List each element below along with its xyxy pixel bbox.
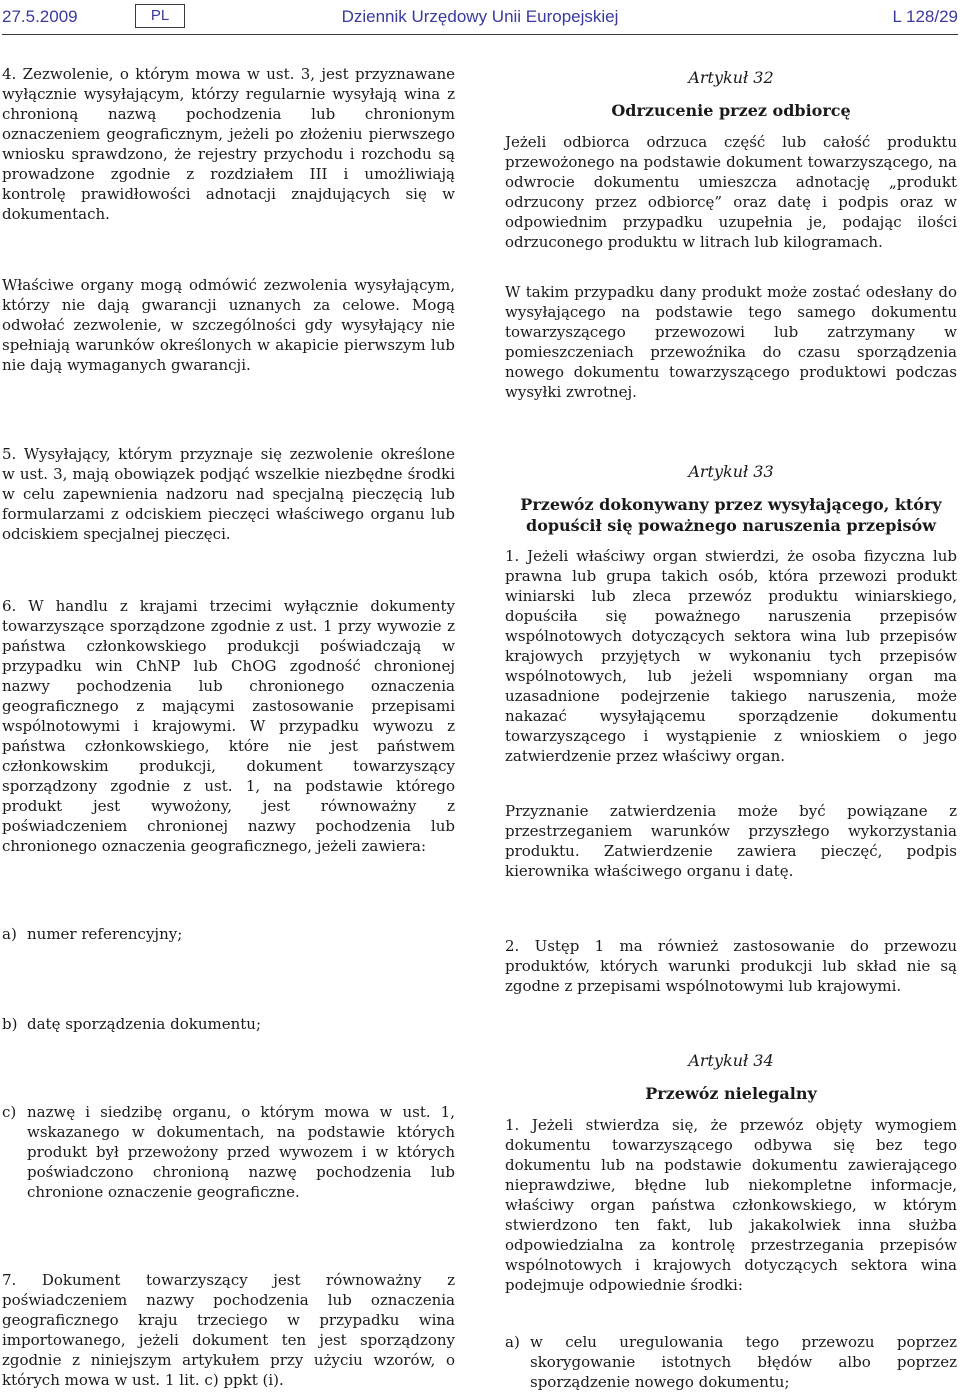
publication-date: 27.5.2009 xyxy=(2,7,78,26)
article-34-para1-block xyxy=(505,1115,957,1295)
list-item-text: nazwę i siedzibę organu, o którym mowa w ust. 1, wskazanego w dokumentach, na podstawie których produkt był przewożony przed wywozem i w których poświadczono chronioną nazwę pochodzenia lub chronione oznaczenie geograficzne. xyxy=(27,1103,455,1201)
article-33-para1-block xyxy=(505,546,957,766)
article-33-number: Artykuł 33 xyxy=(688,462,774,481)
page-reference: L 128/29 xyxy=(892,7,958,26)
article-32-para2-block xyxy=(505,282,957,402)
paragraph-6-block xyxy=(2,596,455,856)
language-badge: PL xyxy=(135,4,185,28)
article-34-paragraph-1: 1. Jeżeli stwierdza się, że przewóz objęty wymogiem dokumentu towarzyszącego odbywa się bez tego dokumentu lub na podstawie dokumentu zawierającego nieprawdziwe, błędne lub niekompletne informacje, właściwy organ państwa członkowskiego, w którym stwierdzono ten fakt, lub jakakolwiek inna służba odpowiedzialna za kontrolę przestrzegania przepisów wspólnotowych i krajowych dotyczących sektora wina podejmuje odpowiednie środki: xyxy=(505,1116,957,1294)
list-marker: b) xyxy=(2,1015,18,1033)
list-item-c xyxy=(2,1102,455,1202)
paragraph-4b-block xyxy=(2,275,455,375)
paragraph-7-block xyxy=(2,1270,455,1390)
article-33-paragraph-1: 1. Jeżeli właściwy organ stwierdzi, że osoba fizyczna lub prawna lub grupa takich osób, która przewozi produkt winiarski lub zleca przewóz produktu winiarskiego, dopuściła się poważnego naruszenia przepisów wspólnotowych dotyczących sektora wina lub przepisów krajowych przyjętych w wykonaniu tych przepisów wspólnotowych, lub jeżeli wspomniany organ ma uzasadnione podejrzenie takiego naruszenia, może nakazać wysyłającemu sporządzenie dokumentu towarzyszącego i wystąpienie z wnioskiem o jego zatwierdzenie przez właściwy organ. xyxy=(505,547,957,765)
article-34-list-item-a xyxy=(505,1332,957,1392)
article-33-paragraph-3: 2. Ustęp 1 ma również zastosowanie do przewozu produktów, których warunki produkcji lub skład nie są zgodne z przepisami wspólnotowymi lub krajowymi. xyxy=(505,937,957,995)
article-32-title: Odrzucenie przez odbiorcę xyxy=(611,101,851,120)
paragraph-7: 7. Dokument towarzyszący jest równoważny z poświadczeniem nazwy pochodzenia lub oznaczenia geograficznego kraju trzeciego w przypadku wina importowanego, jeżeli dokument ten jest sporządzony zgodnie z niniejszym artykułem przy użyciu wzorów, o których mowa w ust. 1 lit. c) ppkt (i). xyxy=(2,1271,455,1389)
page-header xyxy=(2,4,958,35)
journal-title: Dziennik Urzędowy Unii Europejskiej xyxy=(341,7,619,26)
article-32-number: Artykuł 32 xyxy=(688,68,774,87)
article-34-number: Artykuł 34 xyxy=(688,1051,774,1070)
list-marker: a) xyxy=(505,1333,520,1351)
paragraph-4: 4. Zezwolenie, o którym mowa w ust. 3, jest przyznawane wyłącznie wysyłającym, którzy regularnie wysyłają wina z chronioną nazwą pochodzenia lub chronionym oznaczeniem geograficznym, jeżeli po złożeniu pierwszego wniosku sprawdzono, że rejestry przychodu i rozchodu są prowadzone zgodnie z rozdziałem III i umożliwiają kontrolę prawidłowości adnotacji znajdujących się w dokumentach. xyxy=(2,65,455,223)
article-33-paragraph-2: Przyznanie zatwierdzenia może być powiązane z przestrzeganiem warunków przyszłego wykorzystania produktu. Zatwierdzenie zawiera pieczęć, podpis kierownika właściwego organu i datę. xyxy=(505,802,957,880)
paragraph-6: 6. W handlu z krajami trzecimi wyłącznie dokumenty towarzyszące sporządzone zgodnie z ust. 1 przy wywozie z państwa członkowskiego produkcji poświadczają w przypadku win ChNP lub ChOG zgodność chronionej nazwy pochodzenia lub chronionego oznaczenia geograficznego z mającymi zastosowanie przepisami wspólnotowymi i krajowymi. W przypadku wywozu z państwa członkowskiego, które nie jest państwem członkowskim produkcji, dokument towarzyszący sporządzony zgodnie z ust. 1, na podstawie którego produkt jest wywożony, jest równoważny z poświadczeniem chronionej nazwy pochodzenia lub chronionego oznaczenia geograficznego, jeżeli zawiera: xyxy=(2,597,455,855)
article-34-title: Przewóz nielegalny xyxy=(645,1084,817,1103)
list-item-text: numer referencyjny; xyxy=(27,925,183,943)
list-marker: c) xyxy=(2,1103,17,1121)
paragraph-5: 5. Wysyłający, którym przyznaje się zezwolenie określone w ust. 3, mają obowiązek podjąć wszelkie niezbędne środki w celu zapewnienia nadzoru nad specjalną pieczęcią lub formularzami z odciskiem pieczęci właściwego organu lub odciskiem specjalnej pieczęci. xyxy=(2,445,455,543)
paragraph-4-second: Właściwe organy mogą odmówić zezwolenia wysyłającym, którzy nie dają gwarancji uznanych za celowe. Mogą odwołać zezwolenie, w szczególności gdy wysyłający nie spełniają warunków określonych w akapicie pierwszym lub nie dają wymaganych gwarancji. xyxy=(2,276,455,374)
list-item-text: datę sporządzenia dokumentu; xyxy=(27,1015,262,1033)
paragraph-5-block xyxy=(2,444,455,544)
paragraph-4-block xyxy=(2,64,455,224)
article-33-para2-block xyxy=(505,801,957,881)
list-item-b xyxy=(2,1014,455,1034)
list-marker: a) xyxy=(2,925,17,943)
article-33-para3-block xyxy=(505,936,957,996)
article-32-para1-block xyxy=(505,132,957,252)
list-item-a xyxy=(2,924,455,944)
article-32-paragraph-1: Jeżeli odbiorca odrzuca część lub całość produktu przewożonego na podstawie dokument towarzyszącego, na odwrocie dokumentu umieszcza adnotację „produkt odrzucony przez odbiorcę” oraz datę i podpis oraz w odpowiednim przypadku uzupełnia je, podając ilości odrzuconego produktu w litrach lub kilogramach. xyxy=(505,133,957,251)
list-item-text: w celu uregulowania tego przewozu poprzez skorygowanie istotnych błędów albo poprzez sporządzenie nowego dokumentu; xyxy=(530,1333,957,1391)
article-32-paragraph-2: W takim przypadku dany produkt może zostać odesłany do wysyłającego na podstawie tego samego dokumentu towarzyszącego przewozowi lub zatrzymany w pomieszczeniach przewoźnika do czasu sporządzenia nowego dokumentu towarzyszącego produktowi podczas wysyłki zwrotnej. xyxy=(505,283,957,401)
article-33-title: Przewóz dokonywany przez wysyłającego, który dopuścił się poważnego naruszenia przepisów xyxy=(520,495,942,535)
